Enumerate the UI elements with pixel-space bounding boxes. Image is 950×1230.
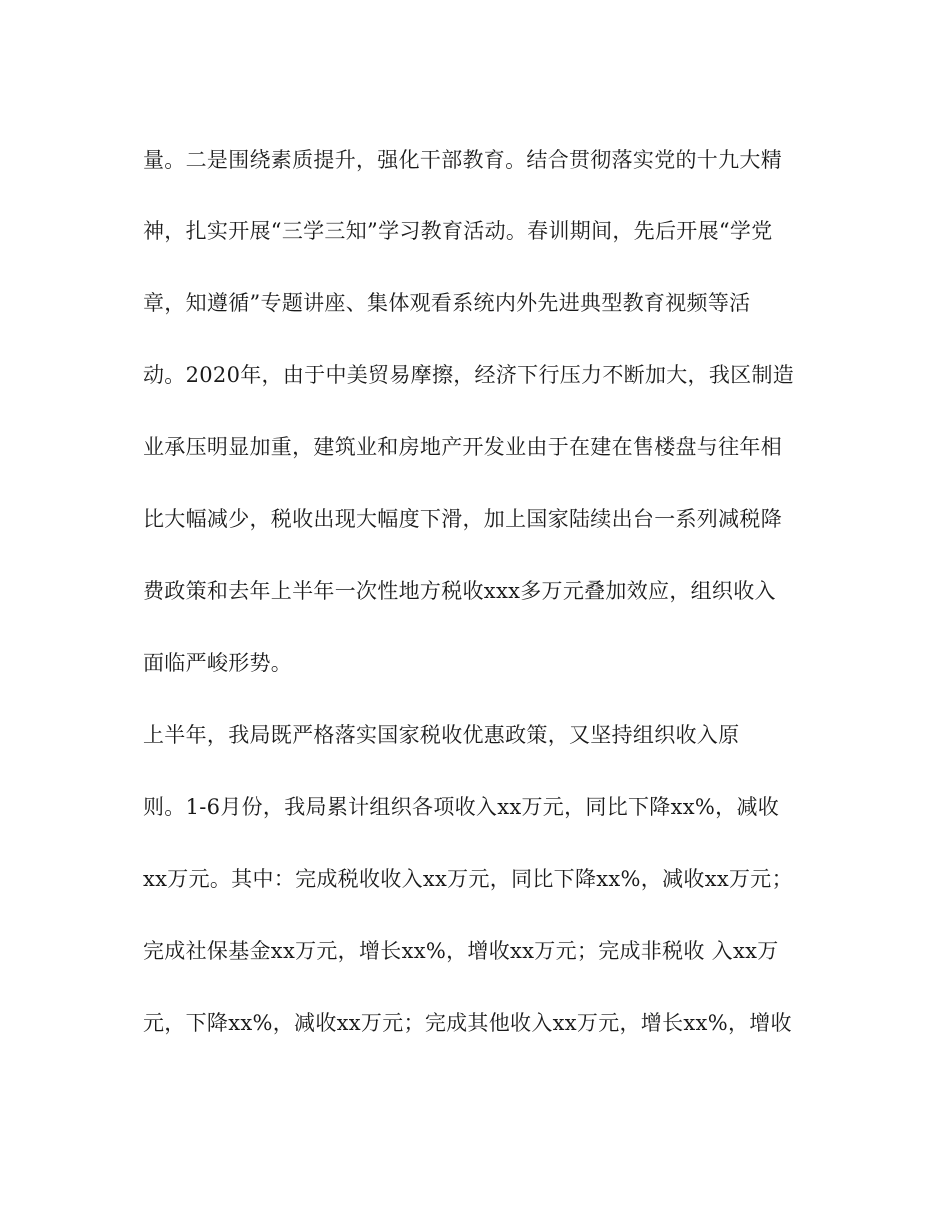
text-line: 量。二是围绕素质提升，强化干部教育。结合贯彻落实党的十九大精 — [143, 148, 782, 172]
text-line: 元，下降xx%，减收xx万元；完成其他收入xx万元，增长xx%，增收 — [143, 1011, 792, 1035]
text-line: 神，扎实开展“三学三知”学习教育活动。春训期间，先后开展“学党 — [143, 219, 773, 243]
text-line: 面临严峻形势。 — [143, 651, 293, 675]
text-line: 章，知遵循”专题讲座、集体观看系统内外先进典型教育视频等活 — [143, 291, 751, 315]
text-line: 业承压明显加重，建筑业和房地产开发业由于在建在售楼盘与往年相 — [143, 435, 782, 459]
text-line: 比大幅减少，税收出现大幅度下滑，加上国家陆续出台一系列减税降 — [143, 507, 782, 531]
text-line: 费政策和去年上半年一次性地方税收xxx多万元叠加效应，组织收入 — [143, 579, 776, 603]
text-line: 动。2020年，由于中美贸易摩擦，经济下行压力不断加大，我区制造 — [143, 363, 795, 387]
paragraph-start-line: 上半年，我局既严格落实国家税收优惠政策，又坚持组织收入原 — [143, 723, 740, 747]
text-line: 则。1-6月份，我局累计组织各项收入xx万元，同比下降xx%，减收 — [143, 795, 780, 819]
text-line: xx万元。其中：完成税收收入xx万元，同比下降xx%，减收xx万元； — [143, 867, 793, 891]
text-line: 完成社保基金xx万元，增长xx%，增收xx万元；完成非税收 入xx万 — [143, 939, 779, 963]
